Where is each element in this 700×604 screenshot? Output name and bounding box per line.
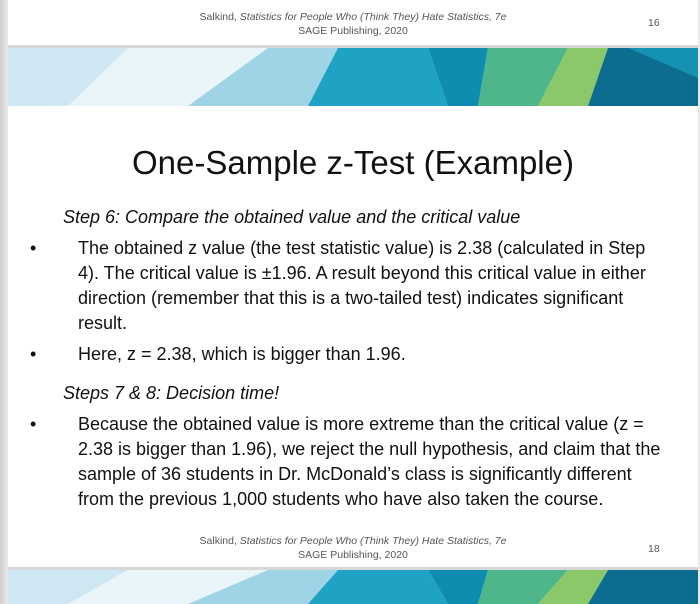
decorative-banner-bottom xyxy=(8,570,698,604)
citation-title: Statistics for People Who (Think They) Hate Statistics, 7e xyxy=(239,535,507,547)
bullet-text: The obtained z value (the test statistic value) is 2.38 (calculated in Step 4). The critical value is ±1.96. A result beyond this critical value in either direction (remember that this is a two-tailed test) indicates significant result. xyxy=(78,238,646,333)
step6-heading: Step 6: Compare the obtained value and the critical value xyxy=(63,207,521,227)
top-citation xyxy=(188,10,518,38)
page-shadow xyxy=(0,0,8,604)
bullet-glyph: • xyxy=(30,238,37,258)
citation-publisher: SAGE Publishing, 2020 xyxy=(298,549,408,561)
slide-title: One-Sample z-Test (Example) xyxy=(132,144,574,181)
slide xyxy=(8,0,698,604)
bullet-text: Because the obtained value is more extreme than the critical value (z = 2.38 is bigger than 1.96), we reject the null hypothesis, and claim that the sample of 36 students in Dr. McDonald’s class is significantly different from the previous 1,000 students who have also taken the course. xyxy=(78,414,661,509)
decorative-banner-top xyxy=(8,48,698,106)
bullet-glyph: • xyxy=(30,414,37,434)
citation-author: Salkind, xyxy=(199,11,240,23)
page-number: 16 xyxy=(648,17,660,29)
step78-heading: Steps 7 & 8: Decision time! xyxy=(63,383,280,403)
bullet-text: Here, z = 2.38, which is bigger than 1.96. xyxy=(78,344,406,364)
citation-title: Statistics for People Who (Think They) Hate Statistics, 7e xyxy=(239,11,507,23)
citation-publisher: SAGE Publishing, 2020 xyxy=(298,25,408,37)
page-number: 18 xyxy=(648,543,660,555)
bottom-citation xyxy=(188,534,518,562)
citation-author: Salkind, xyxy=(199,535,240,547)
bullet-glyph: • xyxy=(30,344,37,364)
